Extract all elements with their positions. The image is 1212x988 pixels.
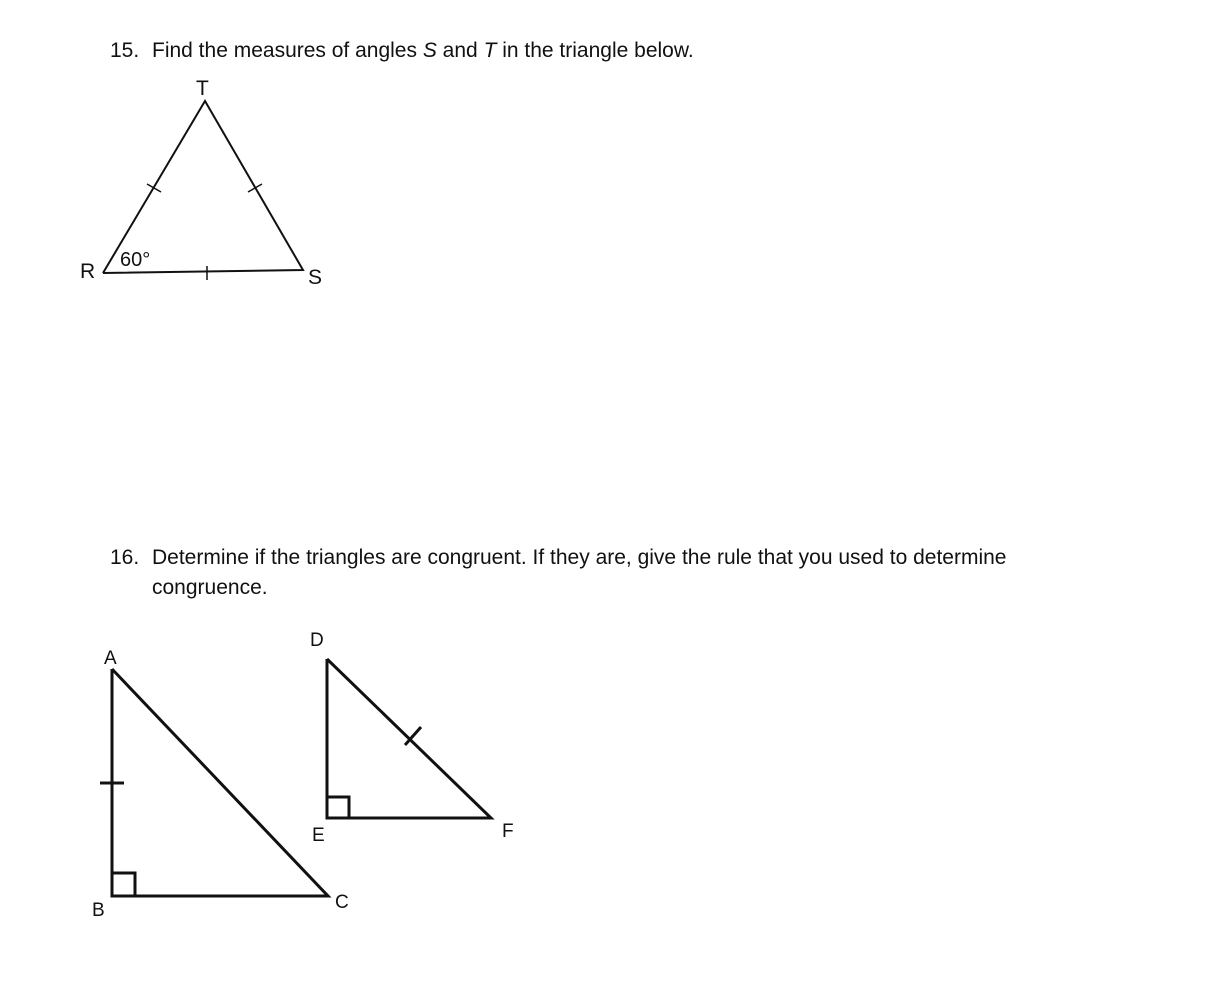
vertex-label-a: A <box>104 648 117 669</box>
vertex-label-f: F <box>502 821 514 842</box>
prompt-text-line1: Determine if the triangles are congruent. If they are, give the rule that you used to determine <box>152 546 1007 569</box>
angle-name-s: S <box>422 39 437 62</box>
problem-number: 15. <box>110 39 140 62</box>
angle-name-t: T <box>483 39 497 62</box>
vertex-label-b: B <box>92 900 105 921</box>
congruence-tick-marks <box>147 184 262 280</box>
prompt-text: Find the measures of angles <box>152 39 423 62</box>
prompt-text: in the triangle below. <box>496 39 694 62</box>
prompt-text-line2: congruence. <box>152 576 268 599</box>
angle-label-r: 60° <box>120 249 151 271</box>
vertex-label-s: S <box>308 266 323 289</box>
vertex-label-c: C <box>335 892 349 913</box>
vertex-label-r: R <box>80 260 96 283</box>
tick-mark-ts <box>248 184 262 192</box>
vertex-label-d: D <box>310 630 324 651</box>
triangle-rst-sides <box>103 101 303 273</box>
problem-number: 16. <box>110 546 140 569</box>
vertex-label-e: E <box>312 825 325 846</box>
prompt-text: and <box>436 39 484 62</box>
vertex-label-t: T <box>196 77 209 100</box>
triangle-rst <box>103 101 303 273</box>
problem-16-prompt <box>110 543 1120 603</box>
